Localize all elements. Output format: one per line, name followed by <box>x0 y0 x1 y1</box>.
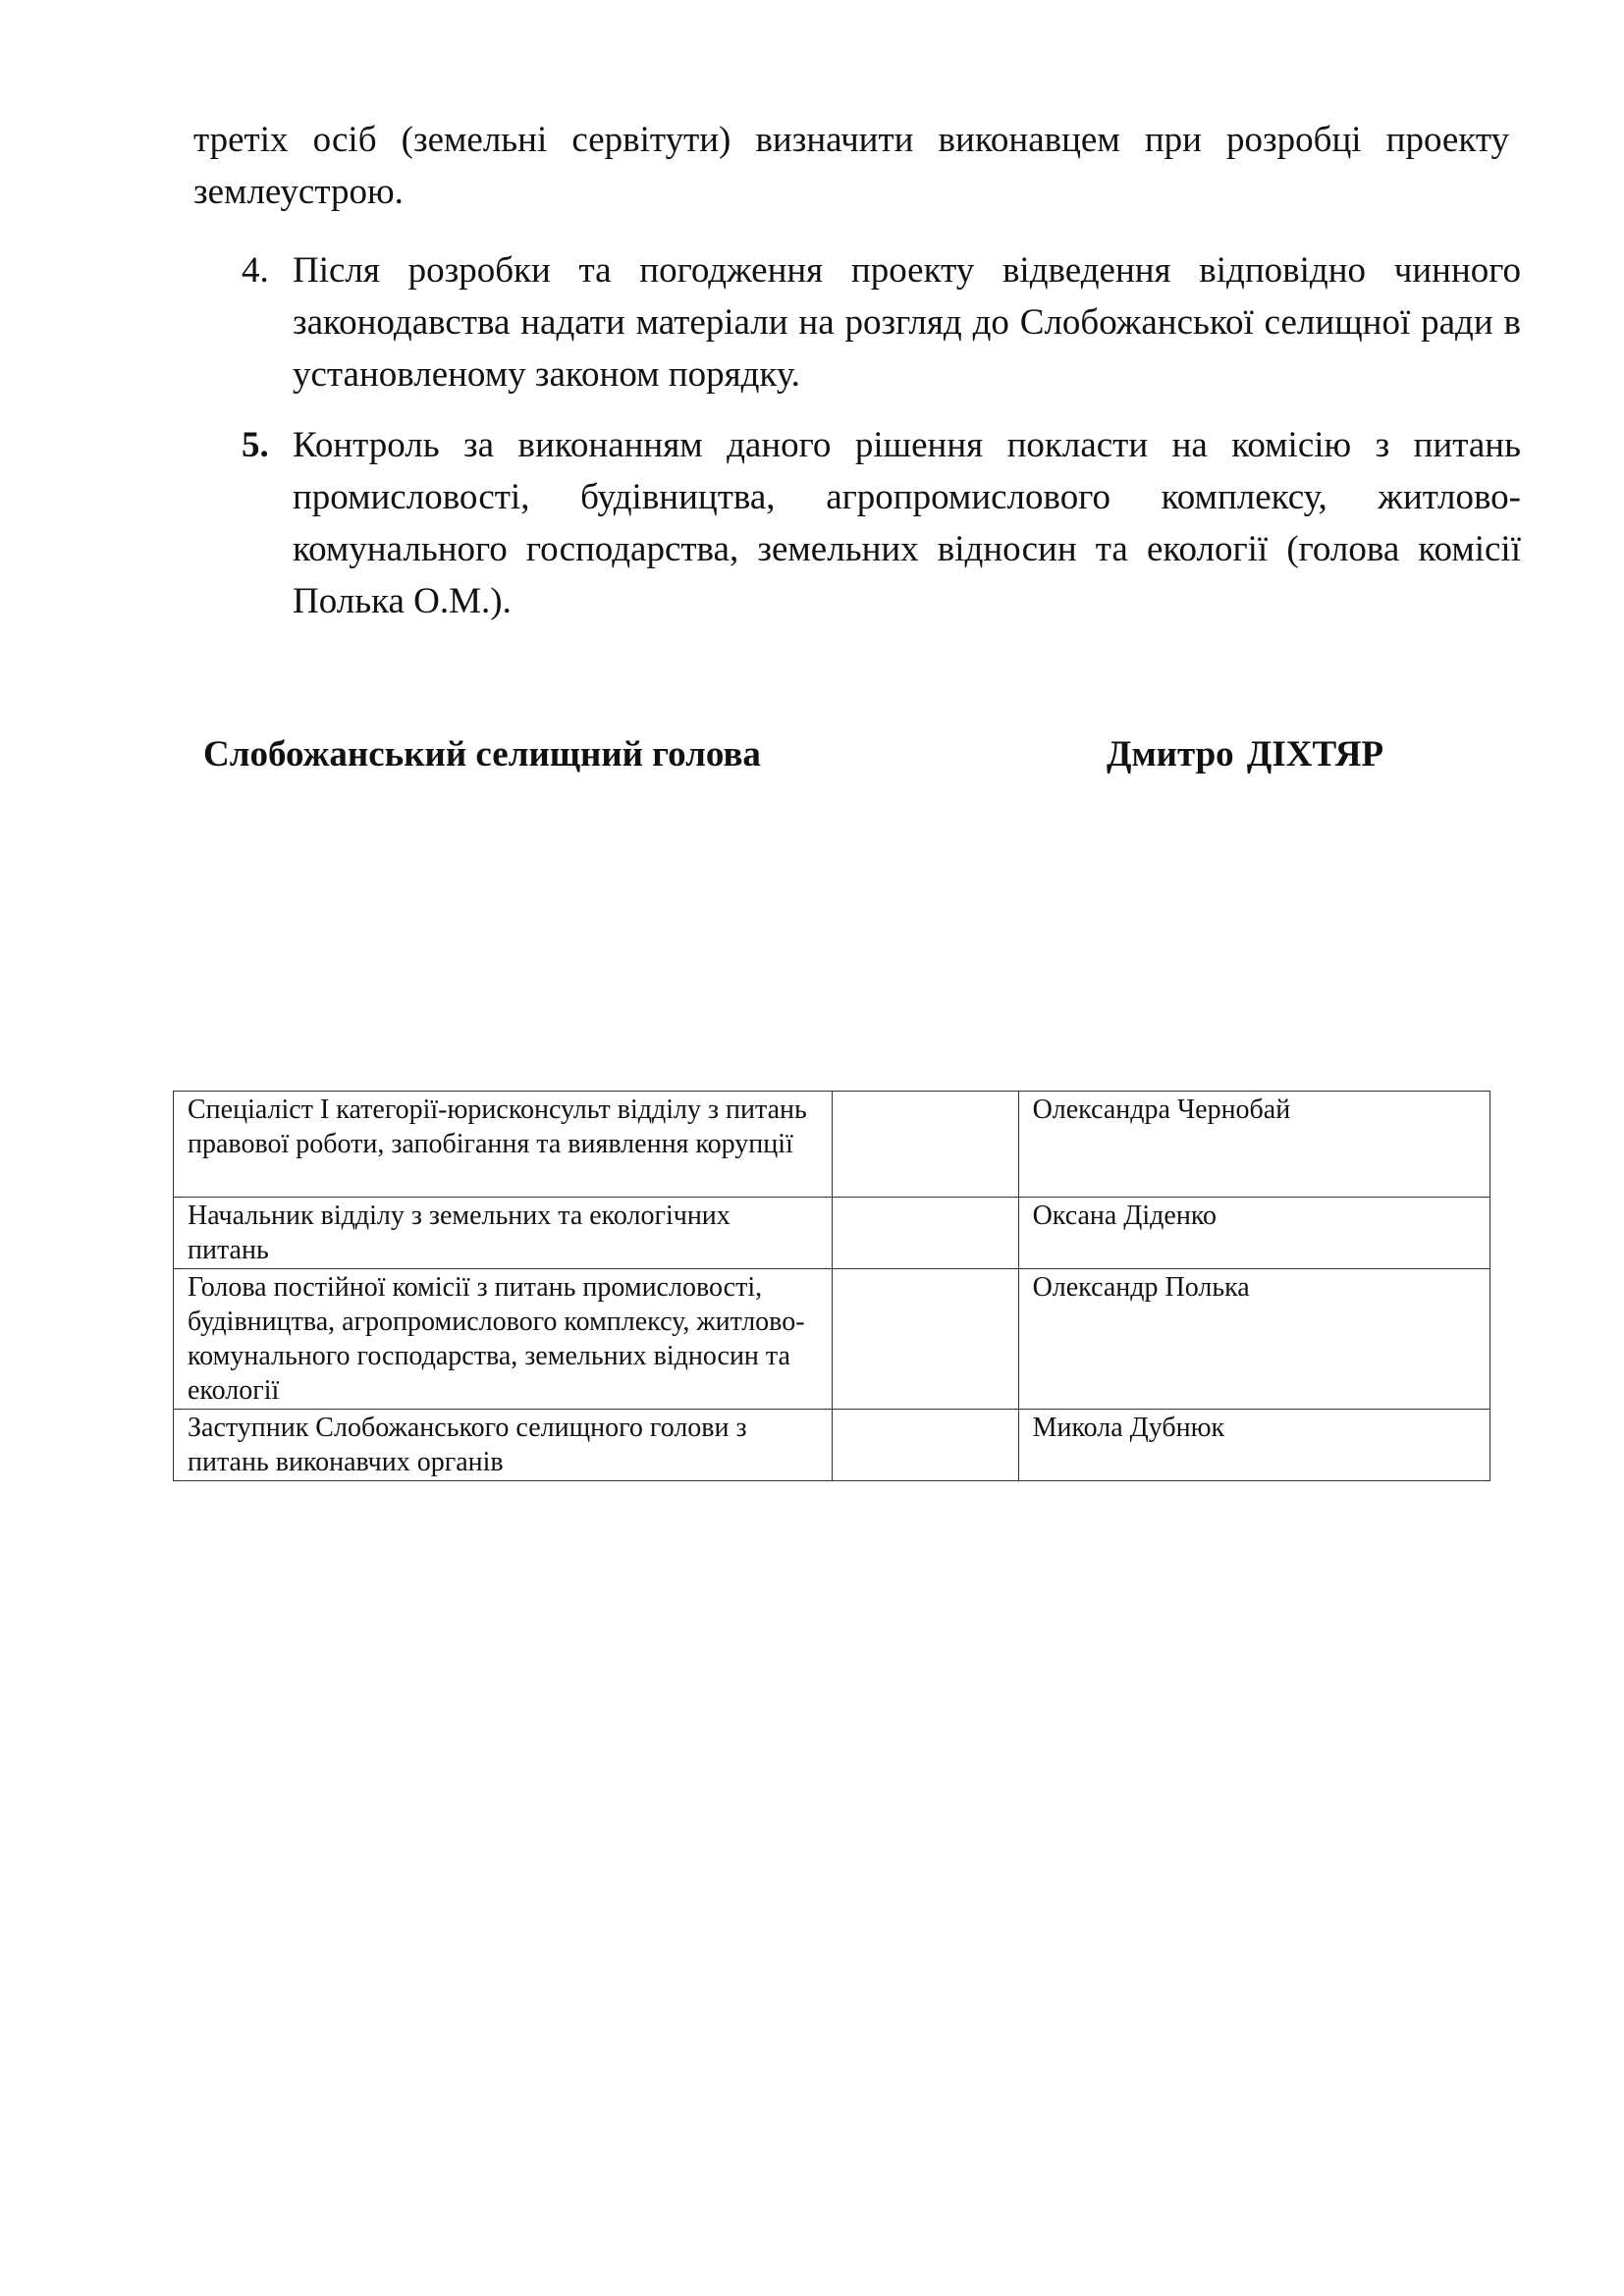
signature-title: Слобожанський селищний голова <box>203 734 761 774</box>
table-row <box>174 1269 1490 1410</box>
approval-position: Начальник відділу з земельних та екологічних питань <box>174 1198 833 1269</box>
approvals-table <box>173 1091 1490 1481</box>
approval-name: Олександра Чернобай <box>1018 1092 1489 1198</box>
approval-position: Спеціаліст І категорії-юрисконсульт відділу з питань правової роботи, запобігання та виявлення корупції <box>174 1092 833 1198</box>
approval-name: Олександр Полька <box>1018 1269 1489 1410</box>
list-item-text: Контроль за виконанням даного рішення покласти на комісію з питань промисловості, будівництва, агропромислового комплексу, житлово-комунального господарства, земельних відносин та екології (голова комісії Полька О.М.). <box>293 425 1521 621</box>
approval-signature-cell <box>833 1410 1019 1481</box>
list-item-number: 5. <box>242 425 269 465</box>
approval-position: Заступник Слобожанського селищного голови з питань виконавчих органів <box>174 1410 833 1481</box>
approval-position: Голова постійної комісії з питань промисловості, будівництва, агропромислового комплексу, житлово-комунального господарства, земельних відносин та екології <box>174 1269 833 1410</box>
approval-name: Микола Дубнюк <box>1018 1410 1489 1481</box>
approval-name: Оксана Діденко <box>1018 1198 1489 1269</box>
approval-signature-cell <box>833 1269 1019 1410</box>
table-row <box>174 1410 1490 1481</box>
signature-name: Дмитро ДІХТЯР <box>1107 734 1384 774</box>
approval-signature-cell <box>833 1092 1019 1198</box>
approval-signature-cell <box>833 1198 1019 1269</box>
table-row <box>174 1198 1490 1269</box>
intro-paragraph: третіх осіб (земельні сервітути) визначити виконавцем при розробці проекту землеустрою. <box>193 120 1509 212</box>
list-item-text: Після розробки та погодження проекту відведення відповідно чинного законодавства надати матеріали на розгляд до Слобожанської селищної ради в установленому законом порядку. <box>293 250 1521 395</box>
table-row <box>174 1092 1490 1198</box>
list-item-number: 4. <box>242 250 269 291</box>
